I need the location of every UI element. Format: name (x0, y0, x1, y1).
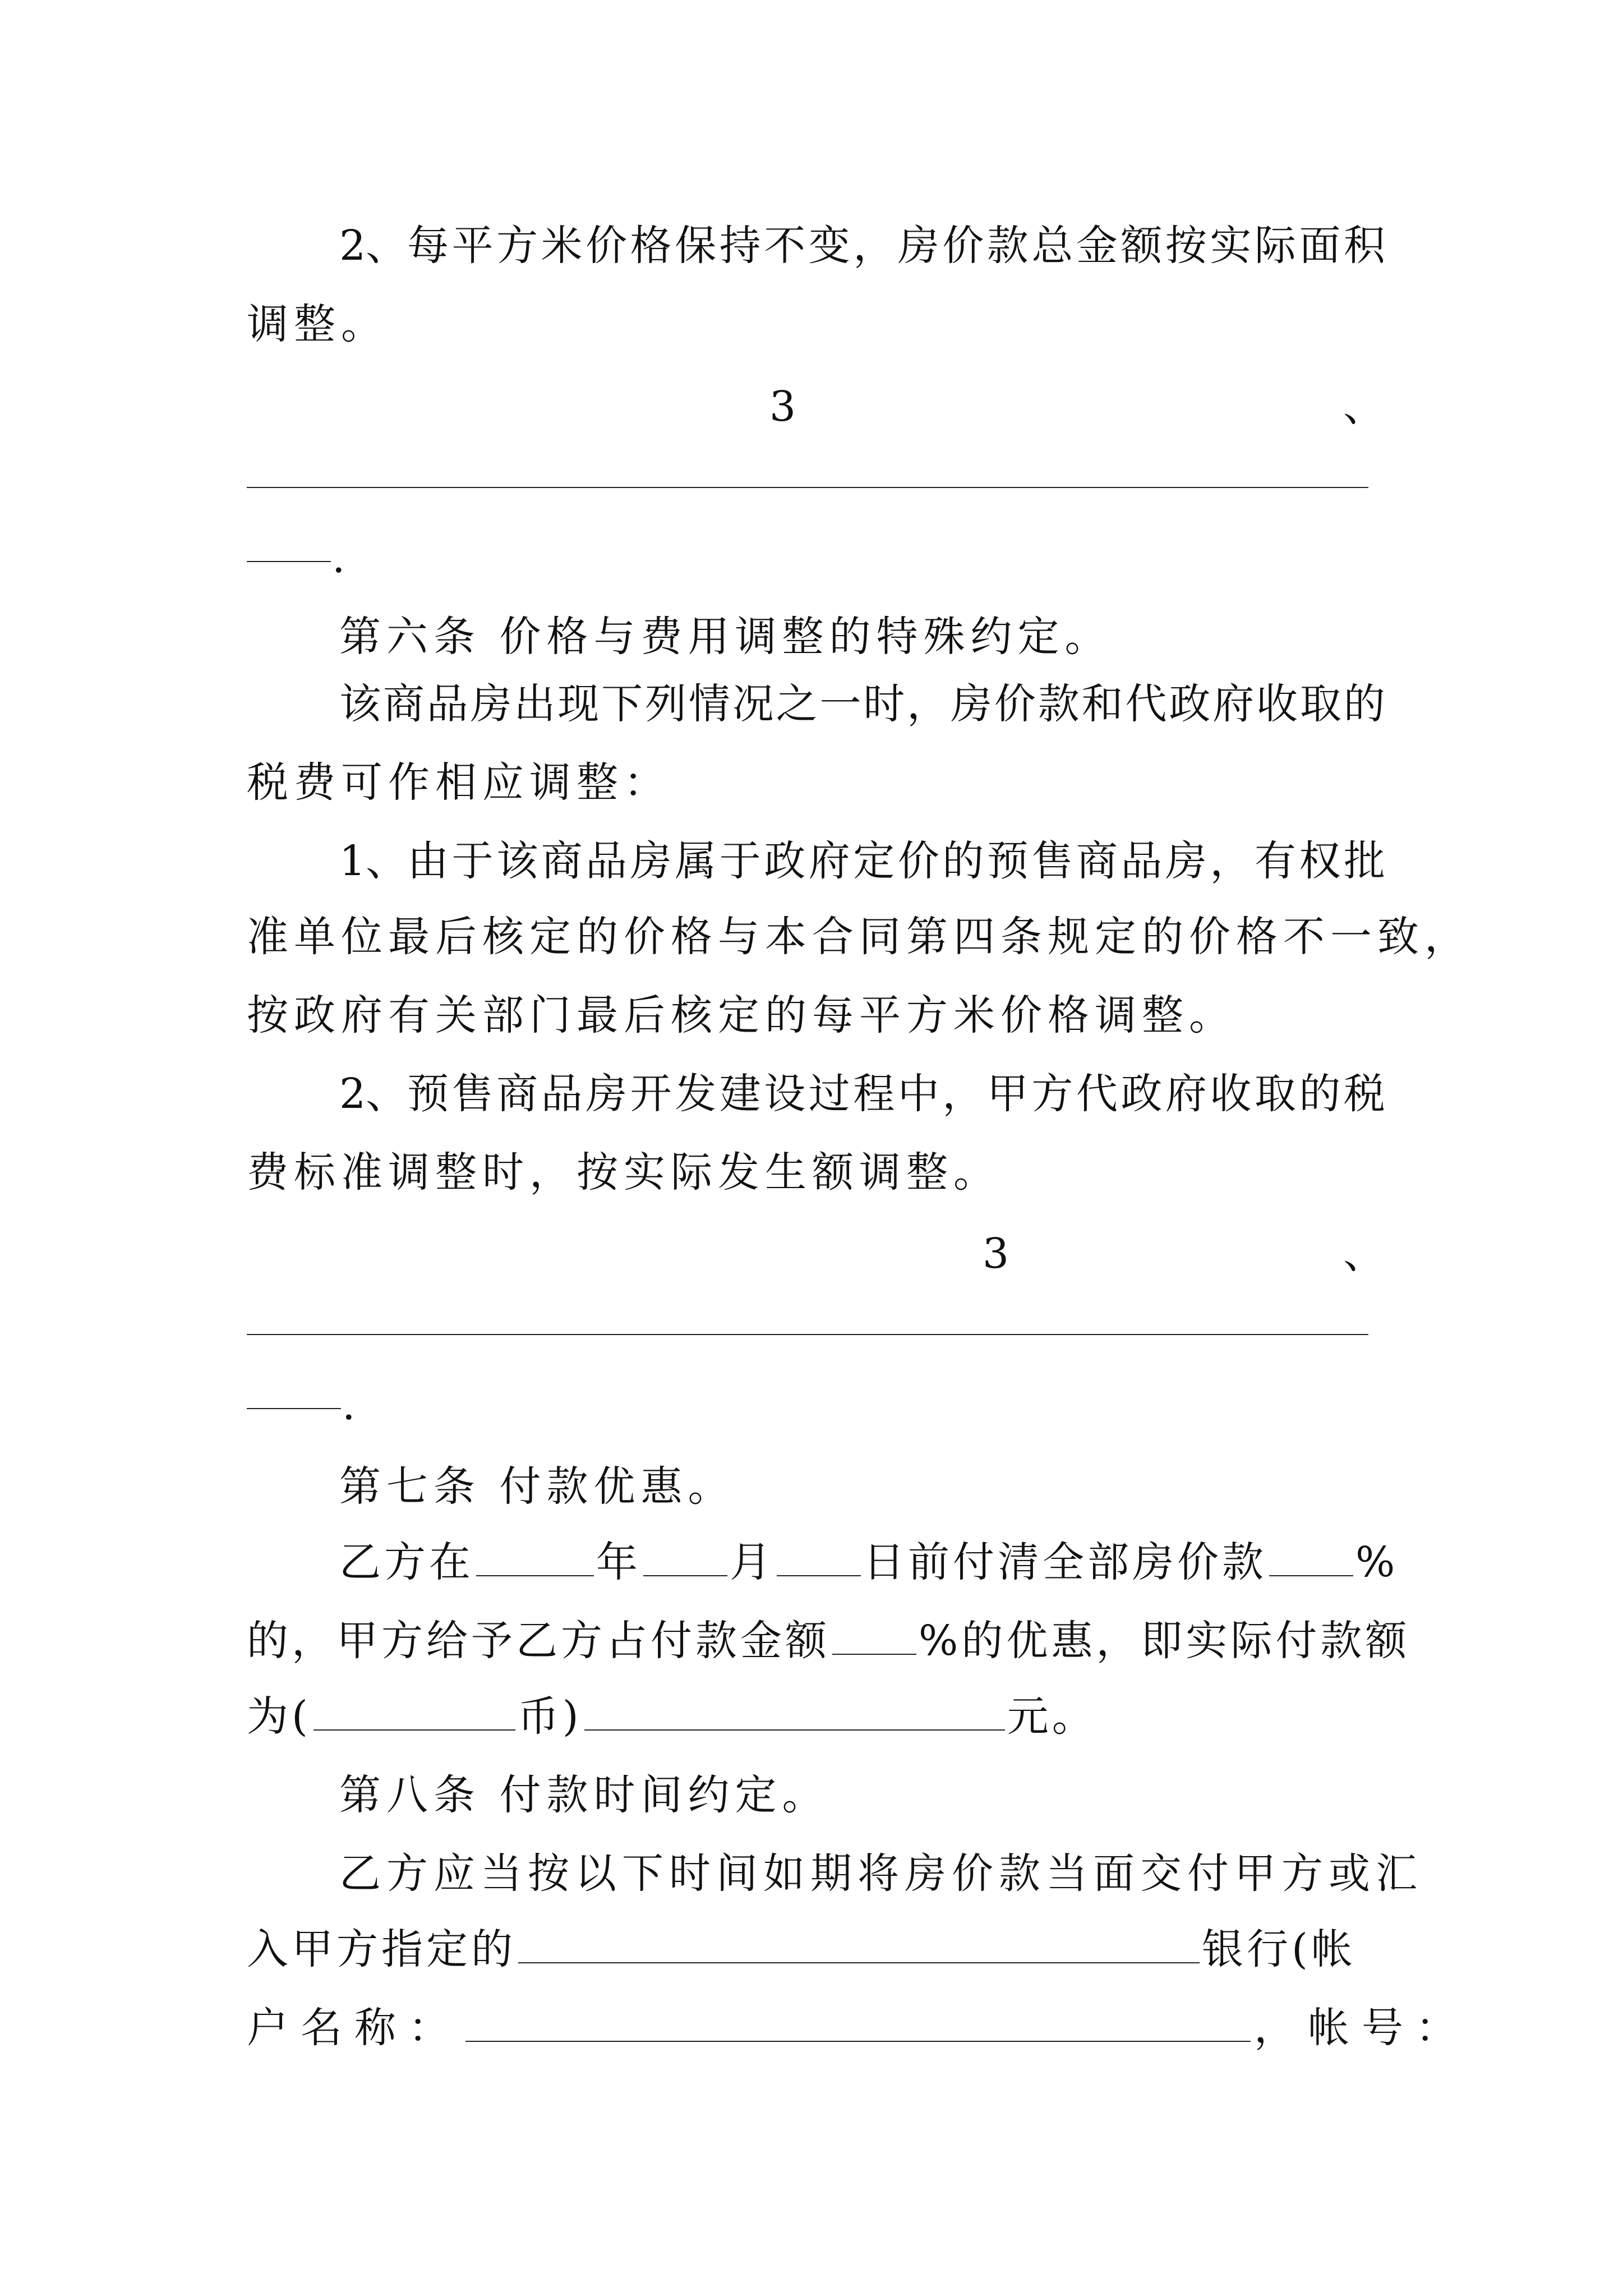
a6p2-char: 过 (808, 1070, 850, 1118)
p1l1-char: 价 (585, 222, 628, 270)
a6i1-char: 府 (1212, 680, 1255, 728)
designated-bank-text: 入甲方指定的 (247, 1925, 516, 1973)
p1l1-char: 米 (541, 222, 583, 270)
a6i1-char: 况 (732, 680, 774, 728)
bank-account-open: 银行(帐 (1202, 1925, 1356, 1973)
a6i1-char: 现 (557, 680, 600, 728)
a6p2-char: 发 (675, 1070, 717, 1118)
article6-item1-line3: 按政府有关部门最后核定的每平方米价格调整。 (247, 991, 1236, 1039)
a6i1-char: 收 (1256, 680, 1298, 728)
currency-blank (313, 1686, 515, 1731)
a6p2-char: 品 (541, 1070, 583, 1118)
a6p1-char: 于 (451, 837, 494, 885)
p1-line2: 调整。 (247, 300, 388, 348)
p1l1-char: 按 (1165, 222, 1207, 270)
a6p1-char: 的 (942, 837, 984, 885)
a6p2-char: 府 (1165, 1070, 1207, 1118)
p1l1-char: 总 (1031, 222, 1073, 270)
a6p1-char: 商 (1076, 837, 1118, 885)
yuan-label: 元。 (1007, 1692, 1097, 1741)
a6p2-char: 中 (897, 1070, 939, 1118)
a6p1-char: 政 (764, 837, 806, 885)
a6i1-char: 政 (1169, 680, 1211, 728)
p1l1-char: 房 (897, 222, 939, 270)
p1l1-char: 际 (1254, 222, 1296, 270)
article8-line2 (247, 1916, 1385, 1983)
month-label: 月 (730, 1538, 774, 1586)
year-label: 年 (596, 1538, 641, 1586)
article7-text-party-b: 乙方在 (339, 1538, 474, 1586)
article6-item1-line2: 准单位最后核定的价格与本合同第四条规定的价格不一致， (247, 913, 1472, 961)
a6p1-char: 房 (630, 837, 672, 885)
a6p2-char: 方 (1031, 1070, 1073, 1118)
article6-item3-mark: 、 (1343, 1230, 1385, 1278)
p1l1-char: 价 (942, 222, 984, 270)
article6-heading: 第六条 价格与费用调整的特殊约定。 (339, 613, 1112, 661)
a6i1-char: 商 (382, 680, 425, 728)
amount-open: 为( (247, 1692, 311, 1741)
a6p2-char: ， (942, 1070, 984, 1118)
p1l1-char: 格 (630, 222, 672, 270)
a6i1-char: 款 (1038, 680, 1080, 728)
a6p1-char: 权 (1299, 837, 1341, 885)
a6p1-char: 1、由 (339, 837, 449, 885)
a6p2-char: 建 (719, 1070, 761, 1118)
article8-heading: 第八条 付款时间约定。 (339, 1771, 829, 1819)
article7-line1 (247, 1529, 1399, 1596)
account-name-label: 户名称： (247, 2004, 462, 2052)
a6i1-char: 品 (426, 680, 468, 728)
article6-item3-number: 3 (983, 1230, 1009, 1278)
a6i1-char: 该 (339, 680, 381, 728)
a6p1-char: 品 (585, 837, 628, 885)
p1l1-char: 额 (1121, 222, 1163, 270)
a6i1-char: 一 (819, 680, 861, 728)
a6i1-char: ， (907, 680, 949, 728)
p1l1-char: 方 (496, 222, 538, 270)
percent-blank-2 (832, 1610, 916, 1655)
p1l1-char: 变 (808, 222, 850, 270)
a6i1-char: 房 (470, 680, 512, 728)
month-blank (643, 1531, 727, 1576)
bank-name-blank (518, 1918, 1200, 1963)
a6p1-char: 预 (986, 837, 1029, 885)
a6p1-char: 售 (1031, 837, 1073, 885)
p1l1-char: 保 (675, 222, 717, 270)
discount-text-a: 的，甲方给予乙方占付款金额 (247, 1617, 830, 1665)
a6p1-char: 房 (1165, 837, 1207, 885)
a6p1-char: 品 (1121, 837, 1163, 885)
a6p1-char: 有 (1254, 837, 1296, 885)
article8-line3 (247, 1994, 1469, 2062)
a6p1-char: 该 (496, 837, 538, 885)
a6i1-char: 代 (1125, 680, 1167, 728)
article6-item1-line1 (247, 827, 1385, 895)
a6i1-char: 房 (951, 680, 993, 728)
day-blank (777, 1531, 861, 1576)
p1-item3-blank-line (247, 487, 1368, 488)
a6p1-char: 价 (897, 837, 939, 885)
a6p1-char: 府 (808, 837, 850, 885)
p1l1-char: 积 (1343, 222, 1385, 270)
currency-close: 币) (517, 1692, 582, 1741)
a6i1-char: 和 (1081, 680, 1123, 728)
p1-item3-mark: 、 (1343, 383, 1385, 431)
a6p2-char: 甲 (986, 1070, 1029, 1118)
p1-line1 (247, 212, 1385, 279)
a6i1-char: 取 (1299, 680, 1341, 728)
a6p2-char: 2、预 (339, 1070, 449, 1118)
p1l1-char: 2、每 (339, 222, 449, 270)
a6p2-char: 商 (496, 1070, 538, 1118)
a6p2-char: 的 (1299, 1070, 1341, 1118)
article8-line1: 乙方应当按以下时间如期将房价款当面交付甲方或汇 (339, 1849, 1423, 1898)
article6-intro-line1 (247, 670, 1385, 738)
account-name-blank (465, 1997, 1251, 2042)
a6p1-char: 属 (675, 837, 717, 885)
p1l1-char: 金 (1076, 222, 1118, 270)
a6i1-char: 情 (688, 680, 730, 728)
amount-blank (584, 1686, 1005, 1731)
article6-item2-line2: 费标准调整时，按实际发生额调整。 (247, 1148, 1000, 1197)
a6p2-char: 开 (630, 1070, 672, 1118)
a6p2-char: 政 (1121, 1070, 1163, 1118)
a6p2-char: 售 (451, 1070, 494, 1118)
year-blank (476, 1531, 594, 1576)
a6i1-char: 的 (1343, 680, 1385, 728)
a6p1-char: 批 (1343, 837, 1385, 885)
a6i1-char: 下 (601, 680, 643, 728)
a6p2-char: 程 (853, 1070, 895, 1118)
a6p1-char: ， (1210, 837, 1252, 885)
a6p1-char: 于 (719, 837, 761, 885)
p1-item3-blank-tail (247, 561, 331, 562)
a6p2-char: 收 (1210, 1070, 1252, 1118)
a6p2-char: 代 (1076, 1070, 1118, 1118)
p1-item3-end-dot: . (332, 534, 345, 582)
a6i1-char: 价 (994, 680, 1036, 728)
account-number-label: ，帐号： (1254, 2004, 1469, 2052)
percent-blank-1 (1269, 1531, 1353, 1576)
p1l1-char: 面 (1299, 222, 1341, 270)
a6i1-char: 列 (645, 680, 687, 728)
p1-item3-number: 3 (769, 383, 796, 431)
article6-item3-blank-line (247, 1334, 1368, 1335)
a6p1-char: 商 (541, 837, 583, 885)
article6-item2-line1 (247, 1060, 1385, 1128)
a6i1-char: 出 (514, 680, 556, 728)
a6p2-char: 设 (764, 1070, 806, 1118)
article7-line3 (247, 1683, 1385, 1750)
p1l1-char: 持 (719, 222, 761, 270)
p1l1-char: 不 (764, 222, 806, 270)
percent-sign: % (1355, 1538, 1399, 1586)
p1l1-char: 平 (451, 222, 494, 270)
article6-item3-blank-tail (247, 1408, 341, 1409)
article6-item3-end-dot: . (342, 1381, 356, 1429)
pay-in-full-text: 日前付清全部房价款 (863, 1538, 1267, 1586)
p1l1-char: 款 (986, 222, 1029, 270)
a6i1-char: 时 (863, 680, 905, 728)
a6i1-char: 之 (776, 680, 818, 728)
discount-text-b: %的优惠，即实际付款额 (919, 1617, 1410, 1665)
p1l1-char: 实 (1210, 222, 1252, 270)
article6-intro-line2: 税费可作相应调整： (247, 758, 671, 807)
article7-line2 (247, 1607, 1410, 1674)
p1l1-char: ， (853, 222, 895, 270)
a6p2-char: 税 (1343, 1070, 1385, 1118)
a6p2-char: 取 (1254, 1070, 1296, 1118)
a6p1-char: 定 (853, 837, 895, 885)
a6p2-char: 房 (585, 1070, 628, 1118)
article7-heading: 第七条 付款优惠。 (339, 1462, 735, 1511)
